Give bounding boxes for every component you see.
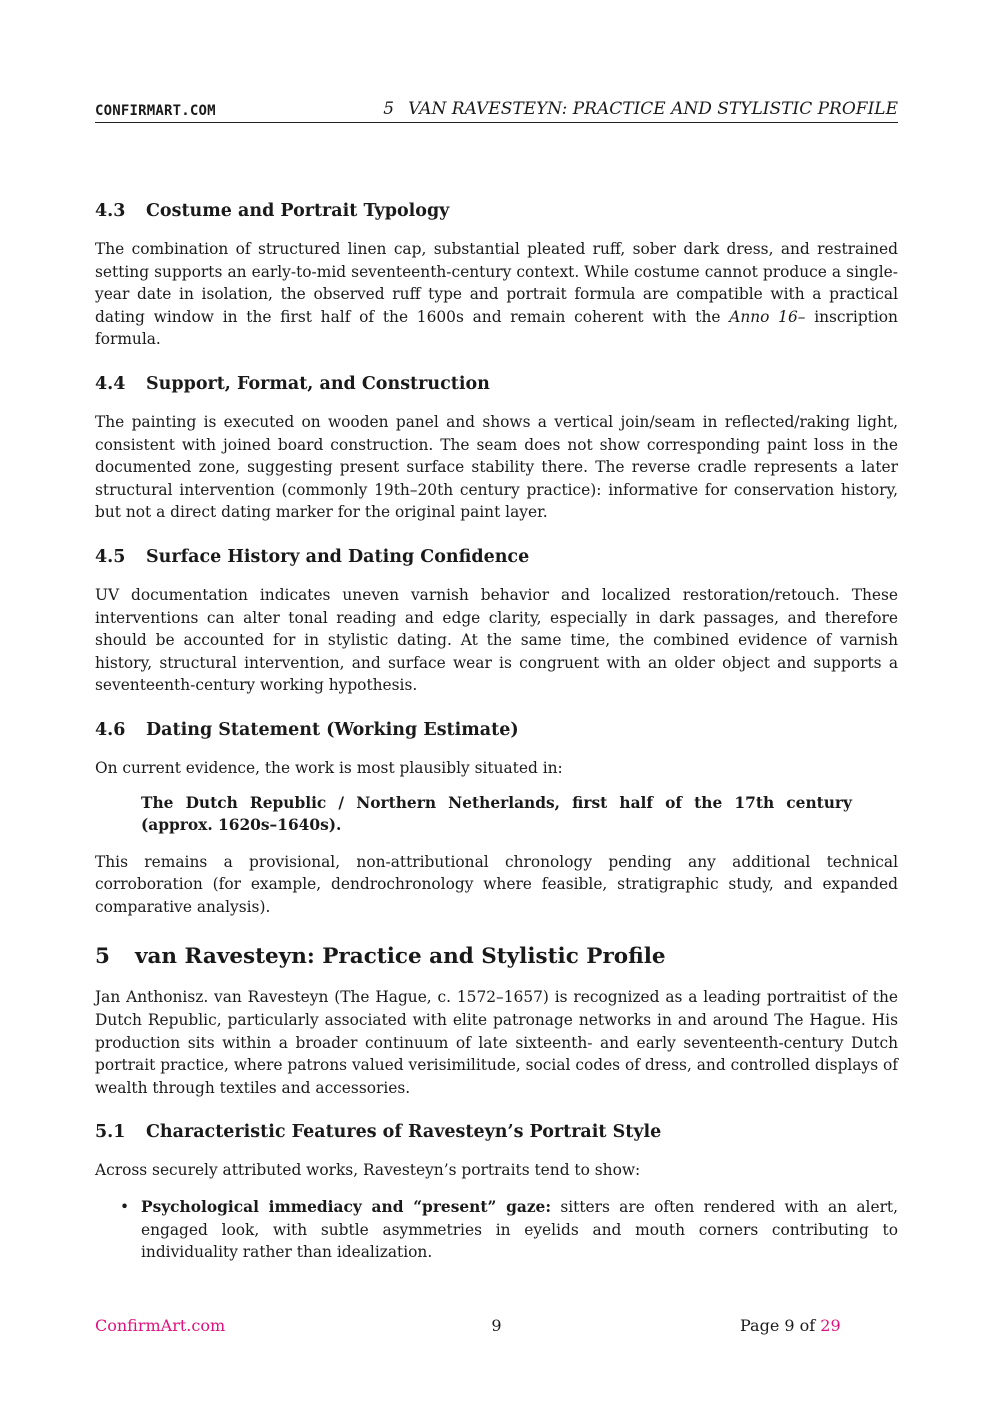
page-content	[95, 198, 898, 1264]
footer-page-number: 9	[491, 1316, 502, 1335]
heading-title: van Ravesteyn: Practice and Stylistic Profile	[135, 944, 666, 970]
paragraph-costume	[95, 238, 898, 351]
list-item	[120, 1196, 899, 1264]
footer-site-link[interactable]: ConfirmArt.com	[95, 1316, 226, 1335]
list-item-term: Psychological immediacy and “present” gaze:	[141, 1198, 552, 1217]
footer-page-count	[740, 1316, 841, 1335]
heading-title: Costume and Portrait Typology	[146, 201, 450, 221]
paragraph-surface-history: UV documentation indicates uneven varnish behavior and localized restoration/retouch. These interventions can alter tonal reading and edge clarity, especially in dark passages, and therefore should be accounted for in stylistic dating. At the same time, the combined evidence of varnish history, structural intervention, and surface wear is congruent with an older object and supports a seventeenth-century working hypothesis.	[95, 585, 898, 695]
list-item-text: sitters are often rendered with an alert, engaged look, with subtle asymmetries in eyelids and mouth corners contributing to individuality rather than idealization.	[141, 1198, 899, 1262]
heading-title: Characteristic Features of Ravesteyn’s Portrait Style	[146, 1122, 662, 1143]
running-title	[383, 99, 898, 122]
heading-number: 4.3	[95, 201, 126, 221]
running-title-text: VAN RAVESTEYN: PRACTICE AND STYLISTIC PROFILE	[408, 99, 898, 119]
paragraph-text: inscription formula.	[95, 307, 898, 349]
footer-total-pages-link[interactable]: 29	[820, 1316, 841, 1335]
paragraph-dating-intro: On current evidence, the work is most plausibly situated in:	[95, 758, 563, 777]
heading-number: 4.6	[95, 719, 126, 740]
page-header	[95, 98, 898, 123]
paragraph-dating-note: This remains a provisional, non-attributional chronology pending any additional technical corroboration (for example, dendrochronology where feasible, stratigraphic study, and expanded comparative analysis).	[95, 852, 898, 916]
bullet-icon: •	[120, 1198, 130, 1217]
heading-title: Surface History and Dating Confidence	[146, 546, 530, 567]
paragraph-ravesteyn-intro: Jan Anthonisz. van Ravesteyn (The Hague, c. 1572–1657) is recognized as a leading portraitist of the Dutch Republic, particularly associated with elite patronage networks in and around The Hague. His production sits within a broader continuum of late sixteenth- and early seventeenth-century Dutch portrait practice, where patrons valued verisimilitude, social codes of dress, and controlled displays of wealth through textiles and accessories.	[95, 988, 898, 1097]
heading-number: 4.5	[95, 546, 126, 567]
heading-4-6	[95, 717, 898, 743]
paragraph-support: The painting is executed on wooden panel and shows a vertical join/seam in reflected/raking light, consistent with joined board construction. The seam does not show corresponding paint loss in the documented zone, suggesting present surface stability there. The reverse cradle represents a later structural intervention (commonly 19th–20th century practice): informative for conservation history, but not a direct dating marker for the original paint layer.	[95, 412, 898, 522]
dating-statement: The Dutch Republic / Northern Netherlands, first half of the 17th century (approx. 1620s–1640s).	[141, 793, 852, 835]
heading-title: Dating Statement (Working Estimate)	[146, 719, 519, 740]
heading-4-4	[95, 371, 898, 397]
heading-5-1	[95, 1119, 898, 1145]
heading-number: 5	[95, 944, 110, 970]
heading-5	[95, 942, 898, 972]
footer-page-label: Page 9 of	[740, 1316, 821, 1335]
heading-4-5	[95, 544, 898, 570]
heading-title: Support, Format, and Construction	[146, 373, 490, 394]
running-title-number: 5	[383, 99, 395, 119]
features-list	[95, 1196, 898, 1264]
paragraph-text: The combination of structured linen cap, substantial pleated ruff, sober dark dress, and restrained setting supports an early-to-mid seventeenth-century context. While costume cannot produce a single-year date in isolation, the observed ruff type and portrait formula are compatible with a practical dating window in the first half of the 1600s and remain coherent with the	[95, 240, 898, 326]
brand-logo: CONFIRMART.COM	[95, 103, 216, 119]
heading-4-3	[95, 198, 898, 224]
page-footer	[95, 1316, 898, 1338]
paragraph-features-intro: Across securely attributed works, Ravesteyn’s portraits tend to show:	[95, 1161, 641, 1180]
heading-number: 5.1	[95, 1122, 126, 1143]
inscription-italic: Anno 16–	[729, 307, 806, 326]
heading-number: 4.4	[95, 373, 126, 394]
